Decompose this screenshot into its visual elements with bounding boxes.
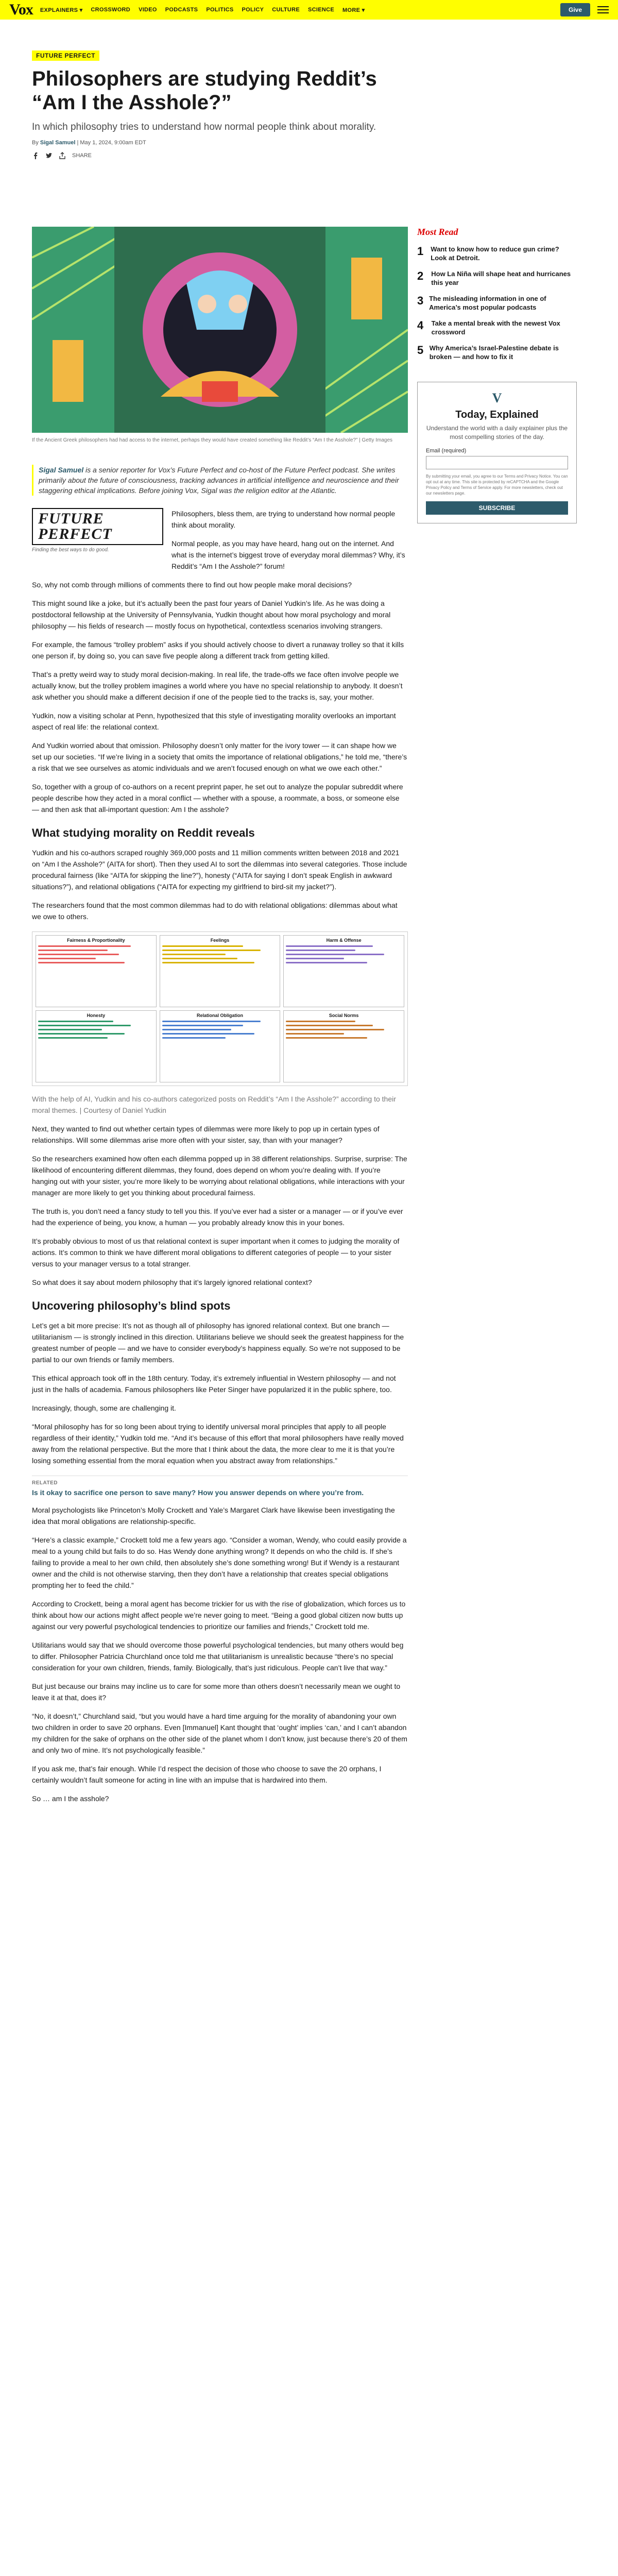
most-read-item[interactable]: 2 How La Niña will shape heat and hurricanes this year <box>417 269 571 286</box>
sidebar <box>417 227 577 523</box>
article-body <box>32 227 408 1804</box>
nav-item-science[interactable]: SCIENCE <box>308 6 335 13</box>
article-header <box>0 20 618 159</box>
paragraph: Philosophers, bless them, are trying to understand how normal people think about morality. <box>171 510 396 529</box>
paragraph: Yudkin and his co-authors scraped roughly 369,000 posts and 11 million comments written between 2018 and 2021 on “Am I the Asshole?” (AITA for short). Then they used AI to sort the dilemmas into several categories. Those include procedural fairness (like “AITA for skipping the line?”), honesty (“AITA for saying I don’t speak English in awkward situations?”), and relational obligations (“AITA for expecting my girlfriend to bird-sit my jacket?”). <box>32 849 407 891</box>
paragraph: Next, they wanted to find out whether certain types of dilemmas were more likely to pop up in certain types of relationships. Will some dilemmas arise more often with your sister, say, than with your manager? <box>32 1125 380 1144</box>
paragraph: So the researchers examined how often each dilemma popped up in 38 different relationships. Surprise, surprise: The likelihood of encountering different dilemmas, they found, does depend on whom you’re dealing with. If you’re hanging out with your sister, you’re more likely to be worrying about relational obligations, while interactions with your manager are more likely to get you thinking about procedural fairness. <box>32 1155 407 1197</box>
menu-icon[interactable] <box>597 6 609 13</box>
most-read-title: Most Read <box>417 227 458 237</box>
share-bar <box>32 152 586 159</box>
nav-item-politics[interactable]: POLITICS <box>206 6 234 13</box>
paragraph: Let’s get a bit more precise: It’s not as though all of philosophy has ignored relational context. But one branch — utilitarianism — is strongly inclined in this direction. Utilitarians believe we should seek the greatest happiness for the greatest number of people — and we have to consider everybody’s happiness equally. So we’re not supposed to be partial to our own friends or family members. <box>32 1321 404 1364</box>
vox-v-icon: V <box>492 391 502 405</box>
author-bio-text: is a senior reporter for Vox’s Future Perfect and co-host of the Future Perfect podcast. She writes primarily about the future of consciousness, tracking advances in artificial intelligence and neuroscience and their staggering ethical implications. Before joining Vox, Sigal was the religion editor at the Atlantic. <box>39 466 399 495</box>
paragraph: So, why not comb through millions of comments there to find out how people make moral decisions? <box>32 581 352 589</box>
nav-item-podcasts[interactable]: PODCASTS <box>165 6 198 13</box>
paragraph: This ethical approach took off in the 18th century. Today, it’s extremely influential in Western philosophy — and not just in the halls of academia. Famous philosophers like Peter Singer have popularized it in the public sphere, too. <box>32 1374 396 1394</box>
paragraph: The truth is, you don’t need a fancy study to tell you this. If you’ve ever had a sister or a manager — or if you’ve ever had the experience of being, you know, a human — you probably already know this in your bones. <box>32 1207 403 1227</box>
subscribe-button[interactable]: SUBSCRIBE <box>426 501 568 515</box>
section-heading: Uncovering philosophy’s blind spots <box>32 1299 231 1312</box>
nav-item-video[interactable]: VIDEO <box>139 6 157 13</box>
future-perfect-tagline: Finding the best ways to do good. <box>32 547 109 553</box>
nav-item-more[interactable]: MORE ▾ <box>342 7 365 13</box>
figure-panel-title: Relational Obligation <box>196 1013 243 1018</box>
newsletter-signup <box>417 382 577 523</box>
newsletter-fine-print: By submitting your email, you agree to our Terms and Privacy Notice. You can opt out at any time. This site is protected by reCAPTCHA and the Google Privacy Policy and Terms of Service apply. For more newsletters, check out our newsletters page. <box>426 474 568 496</box>
figure-caption: With the help of AI, Yudkin and his co-authors categorized posts on Reddit’s “Am I the Asshole?” according to their moral themes. | Courtesy of Daniel Yudkin <box>32 1095 396 1114</box>
paragraph: Yudkin, now a visiting scholar at Penn, hypothesized that this style of investigating morality overlooks an important aspect of real life: the relational context. <box>32 711 396 731</box>
most-read-item[interactable]: 4 Take a mental break with the newest Vox crossword <box>417 319 560 336</box>
figure-panel <box>160 1010 281 1082</box>
give-button[interactable]: Give <box>560 3 590 16</box>
byline: By Sigal Samuel | May 1, 2024, 9:00am EDT <box>32 140 146 146</box>
future-perfect-logo[interactable]: FUTURE PERFECT Finding the best ways to do good. <box>32 508 163 572</box>
section-heading: What studying morality on Reddit reveals <box>32 826 255 839</box>
vox-logo[interactable]: Vox <box>9 1 33 18</box>
nav-item-culture[interactable]: CULTURE <box>272 6 300 13</box>
nav-item-explainers[interactable]: EXPLAINERS ▾ <box>40 7 83 13</box>
paragraph: And Yudkin worried about that omission. Philosophy doesn’t only matter for the ivory tower — it can shape how we set up our societies. “If we’re living in a society that omits the importance of relational obligations,” he told me, “there’s a risk that we see ourselves as atomic individuals and we aren’t focused enough on what we owe each other.” <box>32 741 407 772</box>
most-read-item[interactable]: 1 Want to know how to reduce gun crime? Look at Detroit. <box>417 245 559 262</box>
article-text <box>32 508 408 1804</box>
hero-illustration <box>32 227 408 433</box>
paragraph: According to Crockett, being a moral agent has become trickier for us with the rise of globalization, which forces us to think about how our actions might affect people we’re never going to meet. “Being a good global citizen now butts up against our very powerful psychological tendencies to prioritize our families and friends,” Crockett told me. <box>32 1600 406 1631</box>
paragraph: If you ask me, that’s fair enough. While I’d respect the decision of those who choose to save the 20 orphans, I certainly wouldn’t fault someone for acting in line with an impulse that is hardwired into them. <box>32 1765 382 1784</box>
nav-item-crossword[interactable]: CROSSWORD <box>91 6 131 13</box>
paragraph: So what does it say about modern philosophy that it’s largely ignored relational context? <box>32 1278 312 1286</box>
nav-item-policy[interactable]: POLICY <box>242 6 264 13</box>
hero-caption: If the Ancient Greek philosophers had had access to the internet, perhaps they would have created something like Reddit’s “Am I the Asshole?” | Getty Images <box>32 437 393 443</box>
figure-panel-title: Harm & Offense <box>326 938 362 943</box>
newsletter-title: Today, Explained <box>455 409 539 420</box>
figure-panel-title: Fairness & Proportionality <box>67 938 125 943</box>
related-link[interactable] <box>32 1476 408 1497</box>
figure-panel <box>283 935 404 1007</box>
paragraph: So, together with a group of co-authors on a recent preprint paper, he set out to analyze the popular subreddit where people describe how they acted in a moral conflict — whether with a spouse, a roommate, a boss, or someone else — and then ask that all-important question: Am I the asshole? <box>32 783 403 814</box>
paragraph: The researchers found that the most common dilemmas had to do with relational obligations: dilemmas about what we owe to others. <box>32 901 398 921</box>
paragraph: Increasingly, though, some are challenging it. <box>32 1404 176 1412</box>
moral-themes-figure <box>32 931 408 1086</box>
author-bio-name[interactable]: Sigal Samuel <box>39 466 84 474</box>
section-kicker[interactable]: FUTURE PERFECT <box>32 50 99 61</box>
paragraph: “Here’s a classic example,” Crockett told me a few years ago. “Consider a woman, Wendy, who could easily provide a meal to a young child but fails to do so. Has Wendy done anything wrong? It depends on who the child is. If she’s failing to provide a meal to her own child, then absolutely she’s done something wrong! But if Wendy is a restaurant owner and the child is not otherwise starving, then they don’t have a relationship that creates special obligations prompting her to feed the child.” <box>32 1536 407 1589</box>
related-title[interactable]: Is it okay to sacrifice one person to save many? How you answer depends on where you’re from. <box>32 1488 364 1497</box>
paragraph: That’s a pretty weird way to study moral decision-making. In real life, the trade-offs we face often involve people we actually know, but the trolley problem imagines a world where you have no special relationship to anybody. It doesn’t ask whether you should make a different decision if one of the people tied to the tracks is, say, your mother. <box>32 670 403 701</box>
related-label: RELATED <box>32 1480 58 1486</box>
email-field[interactable] <box>426 456 568 469</box>
share-icon[interactable] <box>59 152 66 159</box>
paragraph: So … am I the asshole? <box>32 1794 109 1803</box>
most-read-item[interactable]: 5 Why America’s Israel-Palestine debate is broken — and how to fix it <box>417 344 559 361</box>
newsletter-desc: Understand the world with a daily explainer plus the most compelling stories of the day. <box>426 425 568 440</box>
paragraph: This might sound like a joke, but it’s actually been the past four years of Daniel Yudkin’s life. As he was doing a postdoctoral fellowship at the University of Pennsylvania, Yudkin thought about how moral psychology and moral philosophy — his fields of research — mostly focus on hypothetical, contextless scenarios involving strangers. <box>32 599 391 630</box>
paragraph: But just because our brains may incline us to care for some more than others doesn’t necessarily mean we ought to leave it at that, does it? <box>32 1682 401 1702</box>
most-read-item[interactable]: 3 The misleading information in one of America’s most popular podcasts <box>417 294 546 311</box>
paragraph: For example, the famous “trolley problem” asks if you should actively choose to divert a runaway trolley so that it kills one person if, by doing so, you can save five people along a different track from getting killed. <box>32 640 404 660</box>
facebook-icon[interactable] <box>32 152 39 159</box>
author-link[interactable]: Sigal Samuel <box>40 140 76 146</box>
figure-panel-title: Social Norms <box>329 1013 359 1018</box>
publish-date: May 1, 2024, 9:00am EDT <box>80 140 146 146</box>
twitter-icon[interactable] <box>45 152 53 159</box>
figure-panel <box>160 935 281 1007</box>
figure-panel <box>283 1010 404 1082</box>
main-nav <box>40 7 365 13</box>
paragraph: It’s probably obvious to most of us that relational context is super important when it comes to judging the morality of actions. It’s common to think we have different moral obligations to different categories of people — to your sister versus to your manager versus to a total stranger. <box>32 1237 400 1268</box>
share-label[interactable]: SHARE <box>72 152 92 159</box>
most-read <box>417 227 577 361</box>
figure-panel-title: Honesty <box>87 1013 106 1018</box>
figure-panel <box>36 935 157 1007</box>
paragraph: “Moral philosophy has for so long been about trying to identify universal moral principles that apply to all people regardless of their identity,” Yudkin told me. “And it’s because of this effort that moral philosophers have really moved away from the relational perspective. But the more that I think about the data, the more clear to me it is that you’re losing something essential from the moral equation when you abstract away from relationships.” <box>32 1422 404 1465</box>
paragraph: “No, it doesn’t,” Churchland said, “but you would have a hard time arguing for the morality of abandoning your own two children in order to save 20 orphans. Even [Immanuel] Kant thought that ‘ought’ implies ‘can,’ and I can’t abandon my children for the sake of orphans on the other side of the planet whom I don’t know, just because there’s 20 of them and only two of mine. It’s not psychologically feasible.” <box>32 1712 407 1754</box>
email-label: Email (required) <box>426 448 467 454</box>
paragraph: Moral psychologists like Princeton’s Molly Crockett and Yale’s Margaret Clark have likewise been investigating the idea that moral obligations are relationship-specific. <box>32 1506 395 1526</box>
author-bio <box>32 465 408 496</box>
future-perfect-intro <box>32 508 408 572</box>
paragraph: Normal people, as you may have heard, hang out on the internet. And what is the internet’s biggest trove of everyday moral dilemmas? Why, it’s Reddit’s “Am I the Asshole?” forum! <box>171 539 405 570</box>
article-dek: In which philosophy tries to understand how normal people think about morality. <box>32 122 376 132</box>
site-header <box>0 0 618 20</box>
figure-panel <box>36 1010 157 1082</box>
paragraph: Utilitarians would say that we should overcome those powerful psychological tendencies, but many others would beg to differ. Philosopher Patricia Churchland once told me that utilitarianism is unrealistic because “there’s no special consideration for your own children, friends, family. Biologically, that’s just ridiculous. People can’t live that way.” <box>32 1641 404 1672</box>
figure-panel-title: Feelings <box>210 938 230 943</box>
article-title: Philosophers are studying Reddit’s “Am I the Asshole?” <box>32 67 377 114</box>
